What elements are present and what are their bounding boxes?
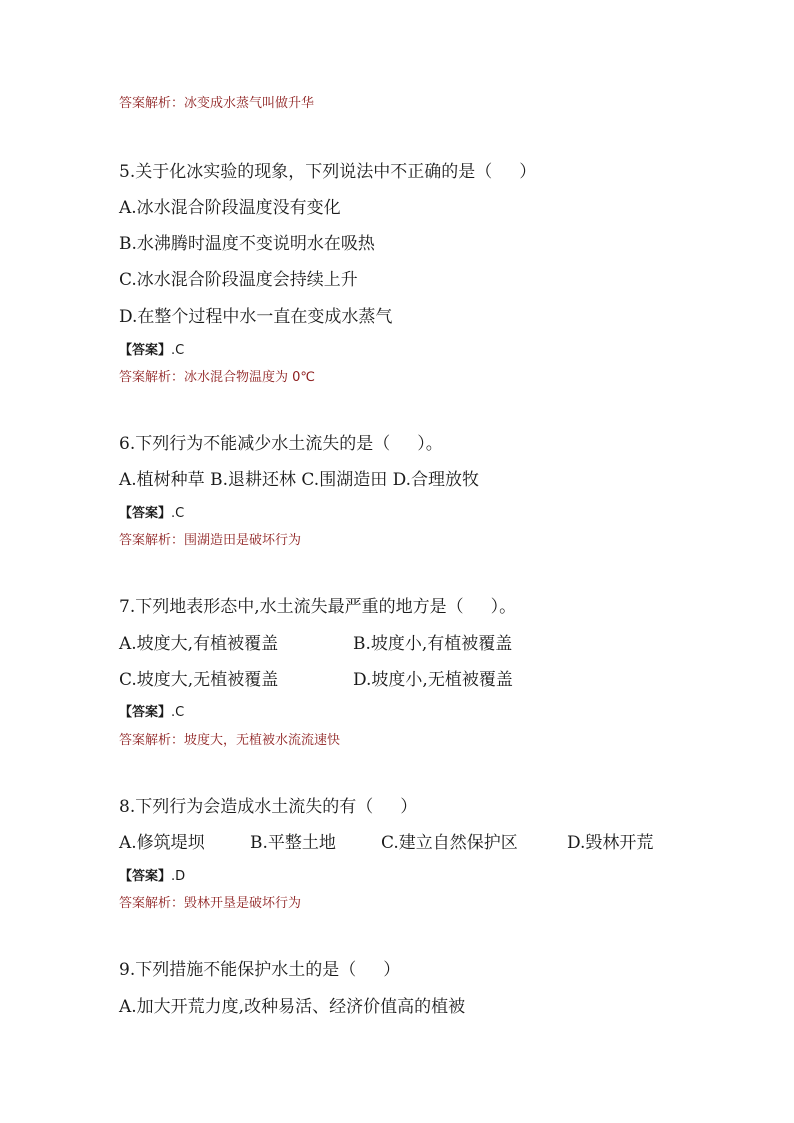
q5-option-c: C.冰水混合阶段温度会持续上升	[119, 270, 358, 290]
question-8: 8.下列行为会造成水土流失的有（ ）	[119, 797, 418, 817]
answer-tag: 【答案】	[119, 506, 172, 521]
question-7: 7.下列地表形态中,水土流失最严重的地方是（ ）。	[119, 597, 517, 617]
q7-option-a: A.坡度大,有植被覆盖	[119, 634, 279, 654]
answer-tag: 【答案】	[119, 343, 172, 358]
q8-option-b: B.平整土地	[250, 833, 336, 853]
q7-option-b: B.坡度小,有植被覆盖	[353, 634, 513, 654]
q5-explanation: 答案解析：冰水混合物温度为 0℃	[119, 370, 316, 385]
question-6: 6.下列行为不能减少水土流失的是（ ）。	[119, 434, 443, 454]
q7-answer	[119, 706, 184, 719]
q5-option-b: B.水沸腾时温度不变说明水在吸热	[119, 234, 375, 254]
q8-answer	[119, 870, 185, 883]
answer-value: .C	[171, 506, 185, 521]
q5-option-a: A.冰水混合阶段温度没有变化	[119, 198, 341, 218]
answer-tag: 【答案】	[119, 869, 172, 884]
q8-option-c: C.建立自然保护区	[381, 833, 518, 853]
q6-answer	[119, 507, 184, 520]
explanation-text: 答案解析：冰变成水蒸气叫做升华	[119, 96, 315, 111]
q9-option-a: A.加大开荒力度,改种易活、经济价值高的植被	[119, 997, 466, 1017]
q5-option-d: D.在整个过程中水一直在变成水蒸气	[119, 307, 393, 327]
question-5: 5.关于化冰实验的现象，下列说法中不正确的是（ ）	[119, 162, 537, 182]
q5-answer	[119, 344, 184, 357]
q7-explanation: 答案解析：坡度大，无植被水流流速快	[119, 733, 341, 748]
q6-options: A.植树种草 B.退耕还林 C.围湖造田 D.合理放牧	[119, 470, 480, 490]
q8-explanation: 答案解析：毁林开垦是破坏行为	[119, 896, 302, 911]
answer-value: .D	[171, 869, 186, 884]
answer-value: .C	[171, 705, 185, 720]
answer-tag: 【答案】	[119, 705, 172, 720]
question-9: 9.下列措施不能保护水土的是（ ）	[119, 960, 401, 980]
q6-explanation: 答案解析：围湖造田是破坏行为	[119, 533, 302, 548]
q7-option-d: D.坡度小,无植被覆盖	[353, 670, 513, 690]
q8-option-d: D.毁林开荒	[567, 833, 654, 853]
answer-value: .C	[171, 343, 185, 358]
q7-option-c: C.坡度大,无植被覆盖	[119, 670, 279, 690]
q8-option-a: A.修筑堤坝	[119, 833, 205, 853]
